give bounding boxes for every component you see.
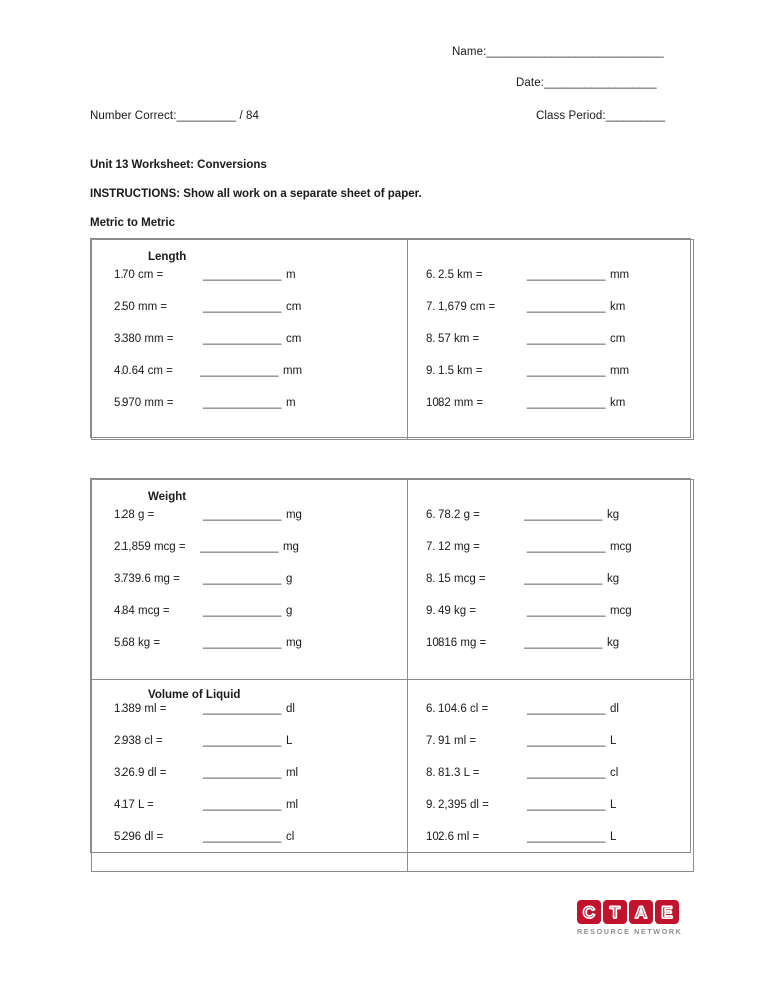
question-row <box>92 735 407 767</box>
instructions-text: INSTRUCTIONS: Show all work on a separate sheet of paper. <box>90 188 422 200</box>
answer-unit: L <box>609 735 617 747</box>
name-blank[interactable]: ______________________________ <box>486 46 664 58</box>
question-expression: 970 mm = <box>122 397 174 409</box>
answer-blank[interactable]: _____________ <box>200 365 278 377</box>
answer-unit: dl <box>609 703 619 715</box>
question-expression: 104.6 cl = <box>438 703 489 715</box>
question-expression: 17 L = <box>122 799 154 811</box>
question-expression: 82 mm = <box>438 397 484 409</box>
ctae-logo-letter: E <box>661 902 673 922</box>
answer-unit: ml <box>285 767 299 779</box>
answer-unit: mm <box>282 365 303 377</box>
ctae-logo-box-a <box>629 900 653 924</box>
question-row <box>92 269 407 301</box>
question-number: 1. <box>114 703 124 715</box>
question-expression: 49 kg = <box>438 605 477 617</box>
answer-blank[interactable]: _____________ <box>203 509 281 521</box>
question-number: 4. <box>114 365 124 377</box>
question-expression: 0.64 cm = <box>122 365 173 377</box>
question-row <box>408 767 693 799</box>
question-row <box>92 333 407 365</box>
question-row <box>92 397 407 429</box>
answer-blank[interactable]: _____________ <box>527 365 605 377</box>
answer-unit: mg <box>282 541 299 553</box>
answer-blank[interactable]: _____________ <box>527 301 605 313</box>
ctae-logo-letter: T <box>609 902 621 922</box>
question-expression: 1.5 km = <box>438 365 483 377</box>
length-left-column <box>92 240 408 440</box>
question-row <box>408 573 693 605</box>
answer-blank[interactable]: _____________ <box>527 735 605 747</box>
question-row <box>408 605 693 637</box>
answer-blank[interactable]: _____________ <box>527 703 605 715</box>
question-number: 2. <box>114 735 124 747</box>
answer-unit: km <box>609 301 626 313</box>
date-field-row <box>516 77 656 89</box>
number-correct-total: / 84 <box>239 110 260 122</box>
question-row <box>92 541 407 573</box>
answer-blank[interactable]: _____________ <box>203 333 281 345</box>
ctae-logo-letter: C <box>582 902 596 922</box>
question-row <box>408 541 693 573</box>
answer-blank[interactable]: _____________ <box>203 735 281 747</box>
answer-blank[interactable]: _____________ <box>203 767 281 779</box>
question-row <box>408 365 693 397</box>
answer-blank[interactable]: _____________ <box>527 831 605 843</box>
question-number: 1. <box>114 269 124 281</box>
question-expression: 28 g = <box>122 509 155 521</box>
answer-blank[interactable]: _____________ <box>203 831 281 843</box>
question-expression: 78.2 g = <box>438 509 480 521</box>
question-expression: 68 kg = <box>122 637 161 649</box>
answer-blank[interactable]: _____________ <box>203 605 281 617</box>
question-expression: 57 km = <box>438 333 480 345</box>
answer-unit: cm <box>609 333 626 345</box>
question-row <box>92 767 407 799</box>
question-number: 7. <box>426 301 436 313</box>
question-row <box>92 605 407 637</box>
question-expression: 2,395 dl = <box>438 799 489 811</box>
question-row <box>408 637 693 669</box>
class-period-blank[interactable]: __________ <box>605 110 665 122</box>
answer-unit: L <box>285 735 293 747</box>
question-expression: 1,859 mcg = <box>122 541 186 553</box>
answer-blank[interactable]: _____________ <box>524 509 602 521</box>
ctae-logo-letter-boxes <box>577 900 681 924</box>
answer-unit: cm <box>285 333 302 345</box>
question-expression: 84 mcg = <box>122 605 170 617</box>
question-expression: 2.6 ml = <box>438 831 480 843</box>
volume-left-column <box>92 680 408 872</box>
question-expression: 81.3 L = <box>438 767 480 779</box>
question-number: 3. <box>114 573 124 585</box>
question-number: 1. <box>114 509 124 521</box>
question-number: 2. <box>114 541 124 553</box>
answer-blank[interactable]: _____________ <box>203 637 281 649</box>
ctae-logo <box>577 900 681 936</box>
ctae-logo-box-e <box>655 900 679 924</box>
answer-unit: L <box>609 799 617 811</box>
volume-section-title: Volume of Liquid <box>148 689 241 701</box>
weight-left-column <box>92 480 408 680</box>
question-number: 5. <box>114 831 124 843</box>
question-number: 10. <box>426 637 442 649</box>
number-correct-row <box>90 110 259 122</box>
question-number: 4. <box>114 799 124 811</box>
answer-blank[interactable]: _____________ <box>203 301 281 313</box>
question-row <box>408 509 693 541</box>
length-right-column <box>408 240 694 440</box>
question-row <box>408 831 693 863</box>
question-number: 5. <box>114 637 124 649</box>
question-row <box>92 509 407 541</box>
answer-unit: cl <box>609 767 619 779</box>
question-number: 9. <box>426 799 436 811</box>
weight-right-column <box>408 480 694 680</box>
answer-unit: g <box>285 573 293 585</box>
question-expression: 2.5 km = <box>438 269 483 281</box>
answer-unit: kg <box>606 637 620 649</box>
name-label: Name: <box>452 46 487 58</box>
answer-blank[interactable]: _____________ <box>527 767 605 779</box>
question-expression: 739.6 mg = <box>122 573 180 585</box>
question-number: 10. <box>426 397 442 409</box>
weight-section-row <box>92 480 694 680</box>
name-field-row <box>452 46 663 58</box>
question-expression: 26.9 dl = <box>122 767 167 779</box>
answer-blank[interactable]: _____________ <box>524 573 602 585</box>
answer-unit: mm <box>609 365 630 377</box>
volume-right-column <box>408 680 694 872</box>
weight-section-title: Weight <box>148 491 187 503</box>
question-number: 5. <box>114 397 124 409</box>
answer-blank[interactable]: _____________ <box>203 703 281 715</box>
length-table <box>90 238 691 438</box>
ctae-logo-subtitle: RESOURCE NETWORK <box>577 927 683 936</box>
question-expression: 50 mm = <box>122 301 168 313</box>
date-label: Date: <box>516 77 544 89</box>
question-expression: 389 ml = <box>122 703 167 715</box>
answer-unit: m <box>285 269 296 281</box>
volume-section-row <box>92 680 694 872</box>
date-blank[interactable]: ___________________ <box>544 77 657 89</box>
answer-unit: kg <box>606 509 620 521</box>
answer-blank[interactable]: _____________ <box>527 333 605 345</box>
question-row <box>408 703 693 735</box>
answer-unit: L <box>609 831 617 843</box>
question-number: 6. <box>426 269 436 281</box>
class-period-label: Class Period: <box>536 110 606 122</box>
answer-unit: mcg <box>609 541 632 553</box>
answer-unit: ml <box>285 799 299 811</box>
answer-blank[interactable]: _____________ <box>527 605 605 617</box>
question-number: 7. <box>426 541 436 553</box>
question-number: 10. <box>426 831 442 843</box>
question-expression: 938 cl = <box>122 735 163 747</box>
question-number: 6. <box>426 703 436 715</box>
question-row <box>92 301 407 333</box>
question-expression: 380 mm = <box>122 333 174 345</box>
question-expression: 12 mg = <box>438 541 480 553</box>
answer-blank[interactable]: _____________ <box>524 637 602 649</box>
question-expression: 816 mg = <box>438 637 487 649</box>
answer-unit: g <box>285 605 293 617</box>
answer-blank[interactable]: _____________ <box>203 799 281 811</box>
answer-unit: mg <box>285 637 302 649</box>
question-row <box>408 269 693 301</box>
question-number: 9. <box>426 605 436 617</box>
section-heading: Metric to Metric <box>90 217 175 229</box>
question-expression: 91 ml = <box>438 735 477 747</box>
question-row <box>408 735 693 767</box>
answer-blank[interactable]: _____________ <box>527 799 605 811</box>
ctae-logo-letter: A <box>634 902 648 922</box>
question-row <box>408 799 693 831</box>
question-expression: 15 mcg = <box>438 573 486 585</box>
question-row <box>408 397 693 429</box>
answer-unit: m <box>285 397 296 409</box>
ctae-logo-box-t <box>603 900 627 924</box>
number-correct-blank[interactable]: __________ <box>176 110 236 122</box>
question-row <box>92 831 407 863</box>
question-expression: 70 cm = <box>122 269 164 281</box>
ctae-logo-box-c <box>577 900 601 924</box>
question-number: 8. <box>426 573 436 585</box>
question-number: 8. <box>426 767 436 779</box>
answer-blank[interactable]: _____________ <box>200 541 278 553</box>
length-section-title: Length <box>148 251 187 263</box>
question-number: 6. <box>426 509 436 521</box>
question-number: 7. <box>426 735 436 747</box>
answer-unit: dl <box>285 703 295 715</box>
page-title: Unit 13 Worksheet: Conversions <box>90 159 267 171</box>
answer-blank[interactable]: _____________ <box>203 269 281 281</box>
number-correct-label: Number Correct: <box>90 110 177 122</box>
question-row <box>92 637 407 669</box>
answer-unit: mm <box>609 269 630 281</box>
question-number: 3. <box>114 767 124 779</box>
answer-unit: cl <box>285 831 295 843</box>
answer-unit: cm <box>285 301 302 313</box>
class-period-row <box>536 110 665 122</box>
weight-volume-table <box>90 478 691 853</box>
question-row <box>92 703 407 735</box>
question-row <box>92 799 407 831</box>
answer-blank[interactable]: _____________ <box>527 397 605 409</box>
question-number: 2. <box>114 301 124 313</box>
question-row <box>92 573 407 605</box>
question-row <box>408 301 693 333</box>
question-number: 3. <box>114 333 124 345</box>
answer-blank[interactable]: _____________ <box>527 541 605 553</box>
answer-blank[interactable]: _____________ <box>527 269 605 281</box>
answer-blank[interactable]: _____________ <box>203 397 281 409</box>
answer-blank[interactable]: _____________ <box>203 573 281 585</box>
question-number: 9. <box>426 365 436 377</box>
question-row <box>408 333 693 365</box>
question-expression: 296 dl = <box>122 831 164 843</box>
question-number: 4. <box>114 605 124 617</box>
answer-unit: kg <box>606 573 620 585</box>
answer-unit: mcg <box>609 605 632 617</box>
answer-unit: mg <box>285 509 302 521</box>
answer-unit: km <box>609 397 626 409</box>
question-number: 8. <box>426 333 436 345</box>
question-row <box>92 365 407 397</box>
question-expression: 1,679 cm = <box>438 301 496 313</box>
